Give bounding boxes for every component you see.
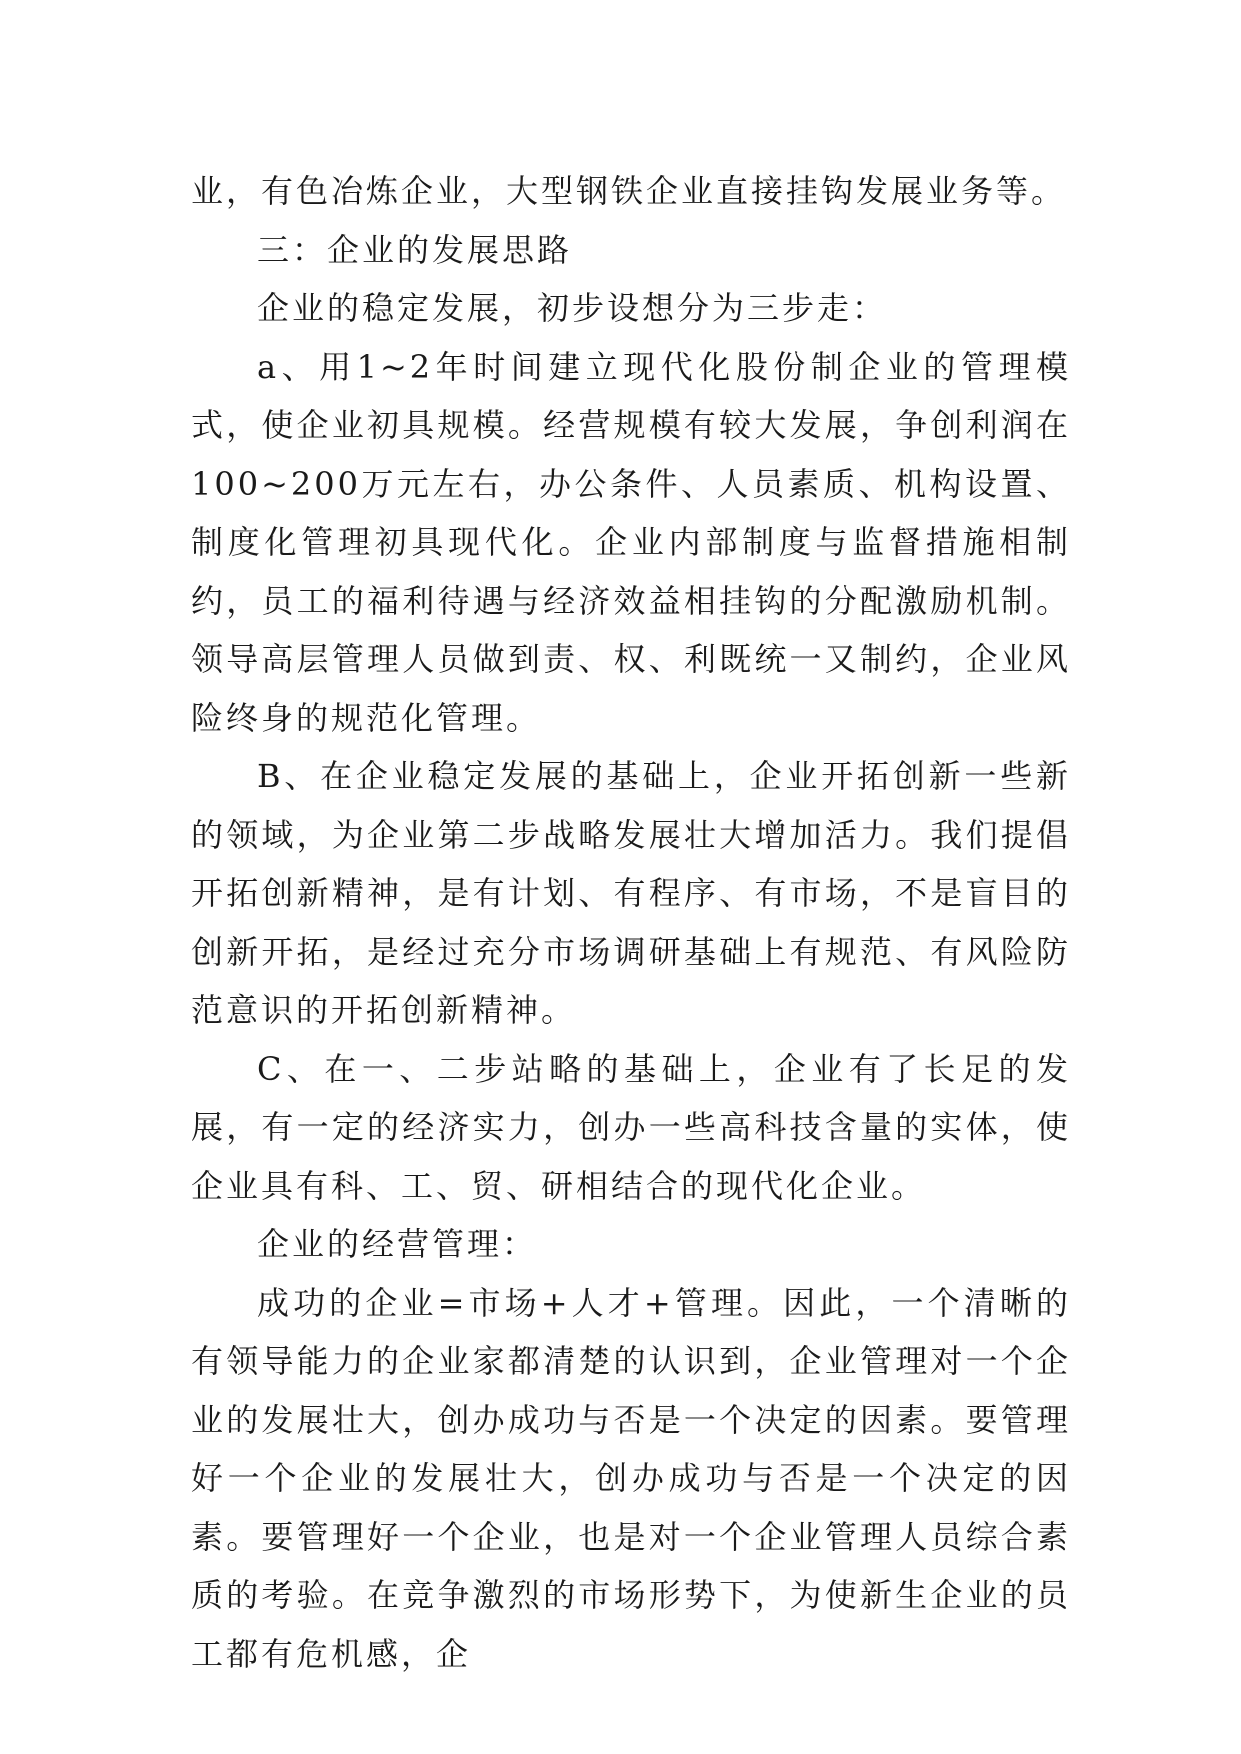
section-heading-development-ideas: 三：企业的发展思路: [257, 230, 573, 269]
paragraph-step-c: C、在一、二步站略的基础上，企业有了长足的发展，有一定的经济实力，创办一些高科技含量的实体，使企业具有科、工、贸、研相结合的现代化企业。: [191, 1049, 1071, 1205]
document-body: [191, 162, 1071, 1683]
section-heading-management: 企业的经营管理：: [257, 1225, 538, 1263]
paragraph-management: 成功的企业=市场+人才+管理。因此，一个清晰的有领导能力的企业家都清楚的认识到，企业管理对一个企业的发展壮大，创办成功与否是一个决定的因素。要管理好一个企业的发展壮大，创办成功与否是一个决定的因素。要管理好一个企业，也是对一个企业管理人员综合素质的考验。在竞争激烈的市场形势下，为使新生企业的员工都有危机感，企: [191, 1283, 1071, 1673]
paragraph-continuation: 业，有色冶炼企业，大型钢铁企业直接挂钩发展业务等。: [191, 172, 1067, 210]
paragraph-step-b: B、在企业稳定发展的基础上，企业开拓创新一些新的领域，为企业第二步战略发展壮大增加活力。我们提倡开拓创新精神，是有计划、有程序、有市场，不是盲目的创新开拓，是经过充分市场调研基础上有规范、有风险防范意识的开拓创新精神。: [191, 757, 1071, 1029]
paragraph-three-steps-intro: 企业的稳定发展，初步设想分为三步走：: [257, 289, 888, 327]
paragraph-step-a: a、用1~2年时间建立现代化股份制企业的管理模式，使企业初具规模。经营规模有较大发展，争创利润在100~200万元左右，办公条件、人员素质、机构设置、制度化管理初具现代化。企业内部制度与监督措施相制约，员工的福利待遇与经济效益相挂钩的分配激励机制。领导高层管理人员做到责、权、利既统一又制约，企业风险终身的规范化管理。: [191, 347, 1071, 737]
